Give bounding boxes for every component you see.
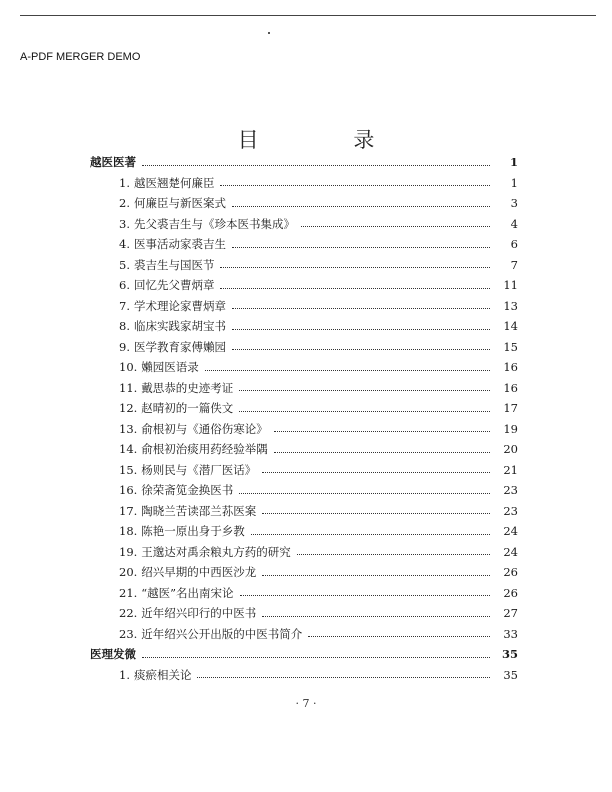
toc-entry-label: 回忆先父曹炳章 [133,278,215,292]
toc-entry-number: 22. [119,606,138,620]
toc-entry-number: 1. [119,175,130,190]
toc-entry-title [119,462,256,478]
toc-entry [119,234,518,254]
toc-entry [119,501,518,521]
toc-entry-title [119,441,268,457]
toc-entry-number: 2. [119,196,130,210]
toc-page-number: 15 [503,339,518,354]
toc-entry [119,439,518,459]
toc-entry-title [119,564,256,580]
toc-entry-label: 嬾园医语录 [141,360,199,374]
toc-entry-label: 赵晴初的一篇佚文 [141,401,234,415]
toc-entry-label: 王邈达对禹余粮丸方药的研究 [141,544,291,559]
toc-entry-title [119,544,291,560]
toc-entry-label: 越医医著 [90,155,136,169]
dot-leader [220,288,490,289]
toc-page-number: 1 [510,175,518,190]
toc-page-number: 1 [509,155,518,169]
toc-entry-label: 杨则民与《潜厂医话》 [141,462,257,477]
toc-entry-title [119,605,256,621]
dot-leader [197,677,490,678]
toc-entry-title [119,257,214,273]
toc-entry-number: 14. [119,442,138,456]
toc-entry [119,193,518,213]
dot-leader [274,431,490,432]
toc-entry-number: 21. [119,585,138,600]
toc-entry-label: 医事活动家裘吉生 [133,237,226,251]
toc-entry [119,665,518,685]
toc-page-number: 3 [510,196,518,210]
toc-entry-label: 医学教育家傅嬾园 [133,339,226,354]
toc-page-number: 19 [503,421,518,436]
dot-leader [232,206,490,207]
toc-entry-title [90,646,136,662]
toc-entry-title [119,359,199,375]
toc-page-number: 35 [501,647,518,661]
toc-entry-label: 俞根初与《通俗伤寒论》 [141,421,268,436]
toc-page-number: 24 [503,544,518,559]
toc-entry [119,255,518,275]
dot-leader [220,267,490,268]
toc-page-number: 23 [503,503,518,518]
toc-page-number: 24 [503,524,518,538]
toc-entry-label: 痰瘀相关论 [133,667,192,682]
toc-entry [119,173,518,193]
dot-leader [232,349,490,350]
toc-entry-title [90,154,136,170]
toc-entry [119,624,518,644]
toc-page-number: 4 [510,216,518,231]
dot-leader [274,452,490,453]
toc-entry-title [119,236,226,252]
toc-section-heading [90,152,518,172]
toc-entry [119,562,518,582]
toc-entry-label: 学术理论家曹炳章 [133,298,226,313]
toc-entry [119,214,518,234]
toc-entry [119,521,518,541]
toc-entry-title [119,216,295,232]
toc-entry-label: 何廉臣与新医案式 [133,196,226,210]
toc-entry-title [119,298,226,314]
dot-leader [220,185,490,186]
toc-page-number: 33 [503,626,518,641]
toc-entry [119,460,518,480]
toc-entry-label: 先父裘吉生与《珍本医书集成》 [133,216,295,231]
toc-entry-number: 15. [119,462,138,477]
toc-page-number: 7 [510,257,518,272]
toc-entry-label: 裘吉生与国医节 [133,257,215,272]
toc-page-number: 16 [503,380,518,395]
toc-entry [119,583,518,603]
dot-leader [142,657,490,658]
toc-entry-number: 9. [119,339,130,354]
toc-entry-label: “越医”名出南宋论 [141,585,234,600]
toc-page-number: 6 [510,237,518,251]
toc-entry-title [119,195,226,211]
toc-page-number: 35 [503,667,518,682]
toc-entry [119,296,518,316]
toc-entry [119,357,518,377]
dot-leader [205,370,490,371]
toc-entry [119,419,518,439]
toc-page-number: 26 [503,565,518,579]
toc-entry [119,316,518,336]
toc-entry-number: 10. [119,360,138,374]
toc-entry-number: 7. [119,298,130,313]
page-number: · 7 · [295,697,317,710]
toc-entry-title [119,400,233,416]
toc-entry [119,337,518,357]
toc-entry-number: 20. [119,565,138,579]
toc-page-number: 11 [503,278,518,292]
scan-speck [268,32,270,34]
toc-entry-title [119,626,302,642]
toc-page-number: 17 [503,401,518,415]
toc-page-number: 23 [503,483,518,497]
toc-entry-number: 8. [119,319,130,333]
dot-leader [262,513,490,514]
toc-entry-title [119,277,214,293]
toc-entry-label: 陈艳一原出身于乡教 [141,524,245,538]
dot-leader [262,575,490,576]
toc-entry [119,378,518,398]
dot-leader [308,636,490,637]
toc-entry-label: 陶晓兰苦读邵兰荪医案 [141,503,257,518]
toc-page-number: 20 [503,442,518,456]
dot-leader [239,411,490,412]
toc-entry-number: 4. [119,237,130,251]
toc-entry-number: 5. [119,257,130,272]
toc-entry-label: 绍兴早期的中西医沙龙 [141,565,257,579]
toc-entry-title [119,318,226,334]
toc-entry-number: 11. [119,380,138,395]
toc-entry-label: 近年绍兴公开出版的中医书简介 [141,626,303,641]
toc-entry-label: 俞根初治痰用药经验举隅 [141,442,268,456]
dot-leader [232,329,490,330]
dot-leader [262,616,490,617]
toc-page-number: 27 [503,606,518,620]
toc-entry [119,480,518,500]
dot-leader [297,554,490,555]
toc-entry-number: 17. [119,503,138,518]
toc-entry-label: 近年绍兴印行的中医书 [141,606,257,620]
toc-entry-number: 12. [119,401,138,415]
toc-entry-title [119,421,268,437]
toc-entry-label: 越医翘楚何廉臣 [133,175,215,190]
dot-leader [262,472,490,473]
toc-entry [119,603,518,623]
toc-entry-number: 23. [119,626,138,641]
toc-entry-label: 戴思恭的史迹考证 [141,380,234,395]
toc-entry-label: 医理发微 [90,647,136,661]
toc-entry [119,398,518,418]
dot-leader [232,247,490,248]
toc-entry-label: 临床实践家胡宝书 [133,319,226,333]
toc-page-number: 16 [503,360,518,374]
watermark-text: A-PDF MERGER DEMO [20,51,141,63]
toc-entry [119,275,518,295]
toc-page-number: 26 [503,585,518,600]
toc-entry-title [119,380,233,396]
toc-page-number: 13 [503,298,518,313]
dot-leader [232,308,490,309]
dot-leader [240,595,490,596]
top-rule [20,15,596,16]
toc-entry-title [119,175,214,191]
toc-entry-title [119,667,191,683]
dot-leader [239,390,490,391]
toc-page-number: 14 [503,319,518,333]
toc-entry-title [119,503,256,519]
toc-entry-title [119,585,234,601]
dot-leader [251,534,490,535]
toc-entry-title [119,482,233,498]
toc-section-heading [90,644,518,664]
toc-entry-number: 18. [119,524,138,538]
toc-entry-number: 1. [119,667,130,682]
toc-entry-number: 3. [119,216,130,231]
toc-entry-number: 6. [119,278,130,292]
dot-leader [301,226,490,227]
dot-leader [239,493,490,494]
toc-page-number: 21 [503,462,518,477]
toc-entry [119,542,518,562]
toc-entry-title [119,339,226,355]
page-title: 目 录 [237,128,419,152]
toc-entry-number: 19. [119,544,138,559]
dot-leader [142,165,490,166]
toc-entry-title [119,523,245,539]
toc-entry-number: 16. [119,483,138,497]
toc-entry-label: 徐荣斋笕金换医书 [141,483,234,497]
toc-entry-number: 13. [119,421,138,436]
